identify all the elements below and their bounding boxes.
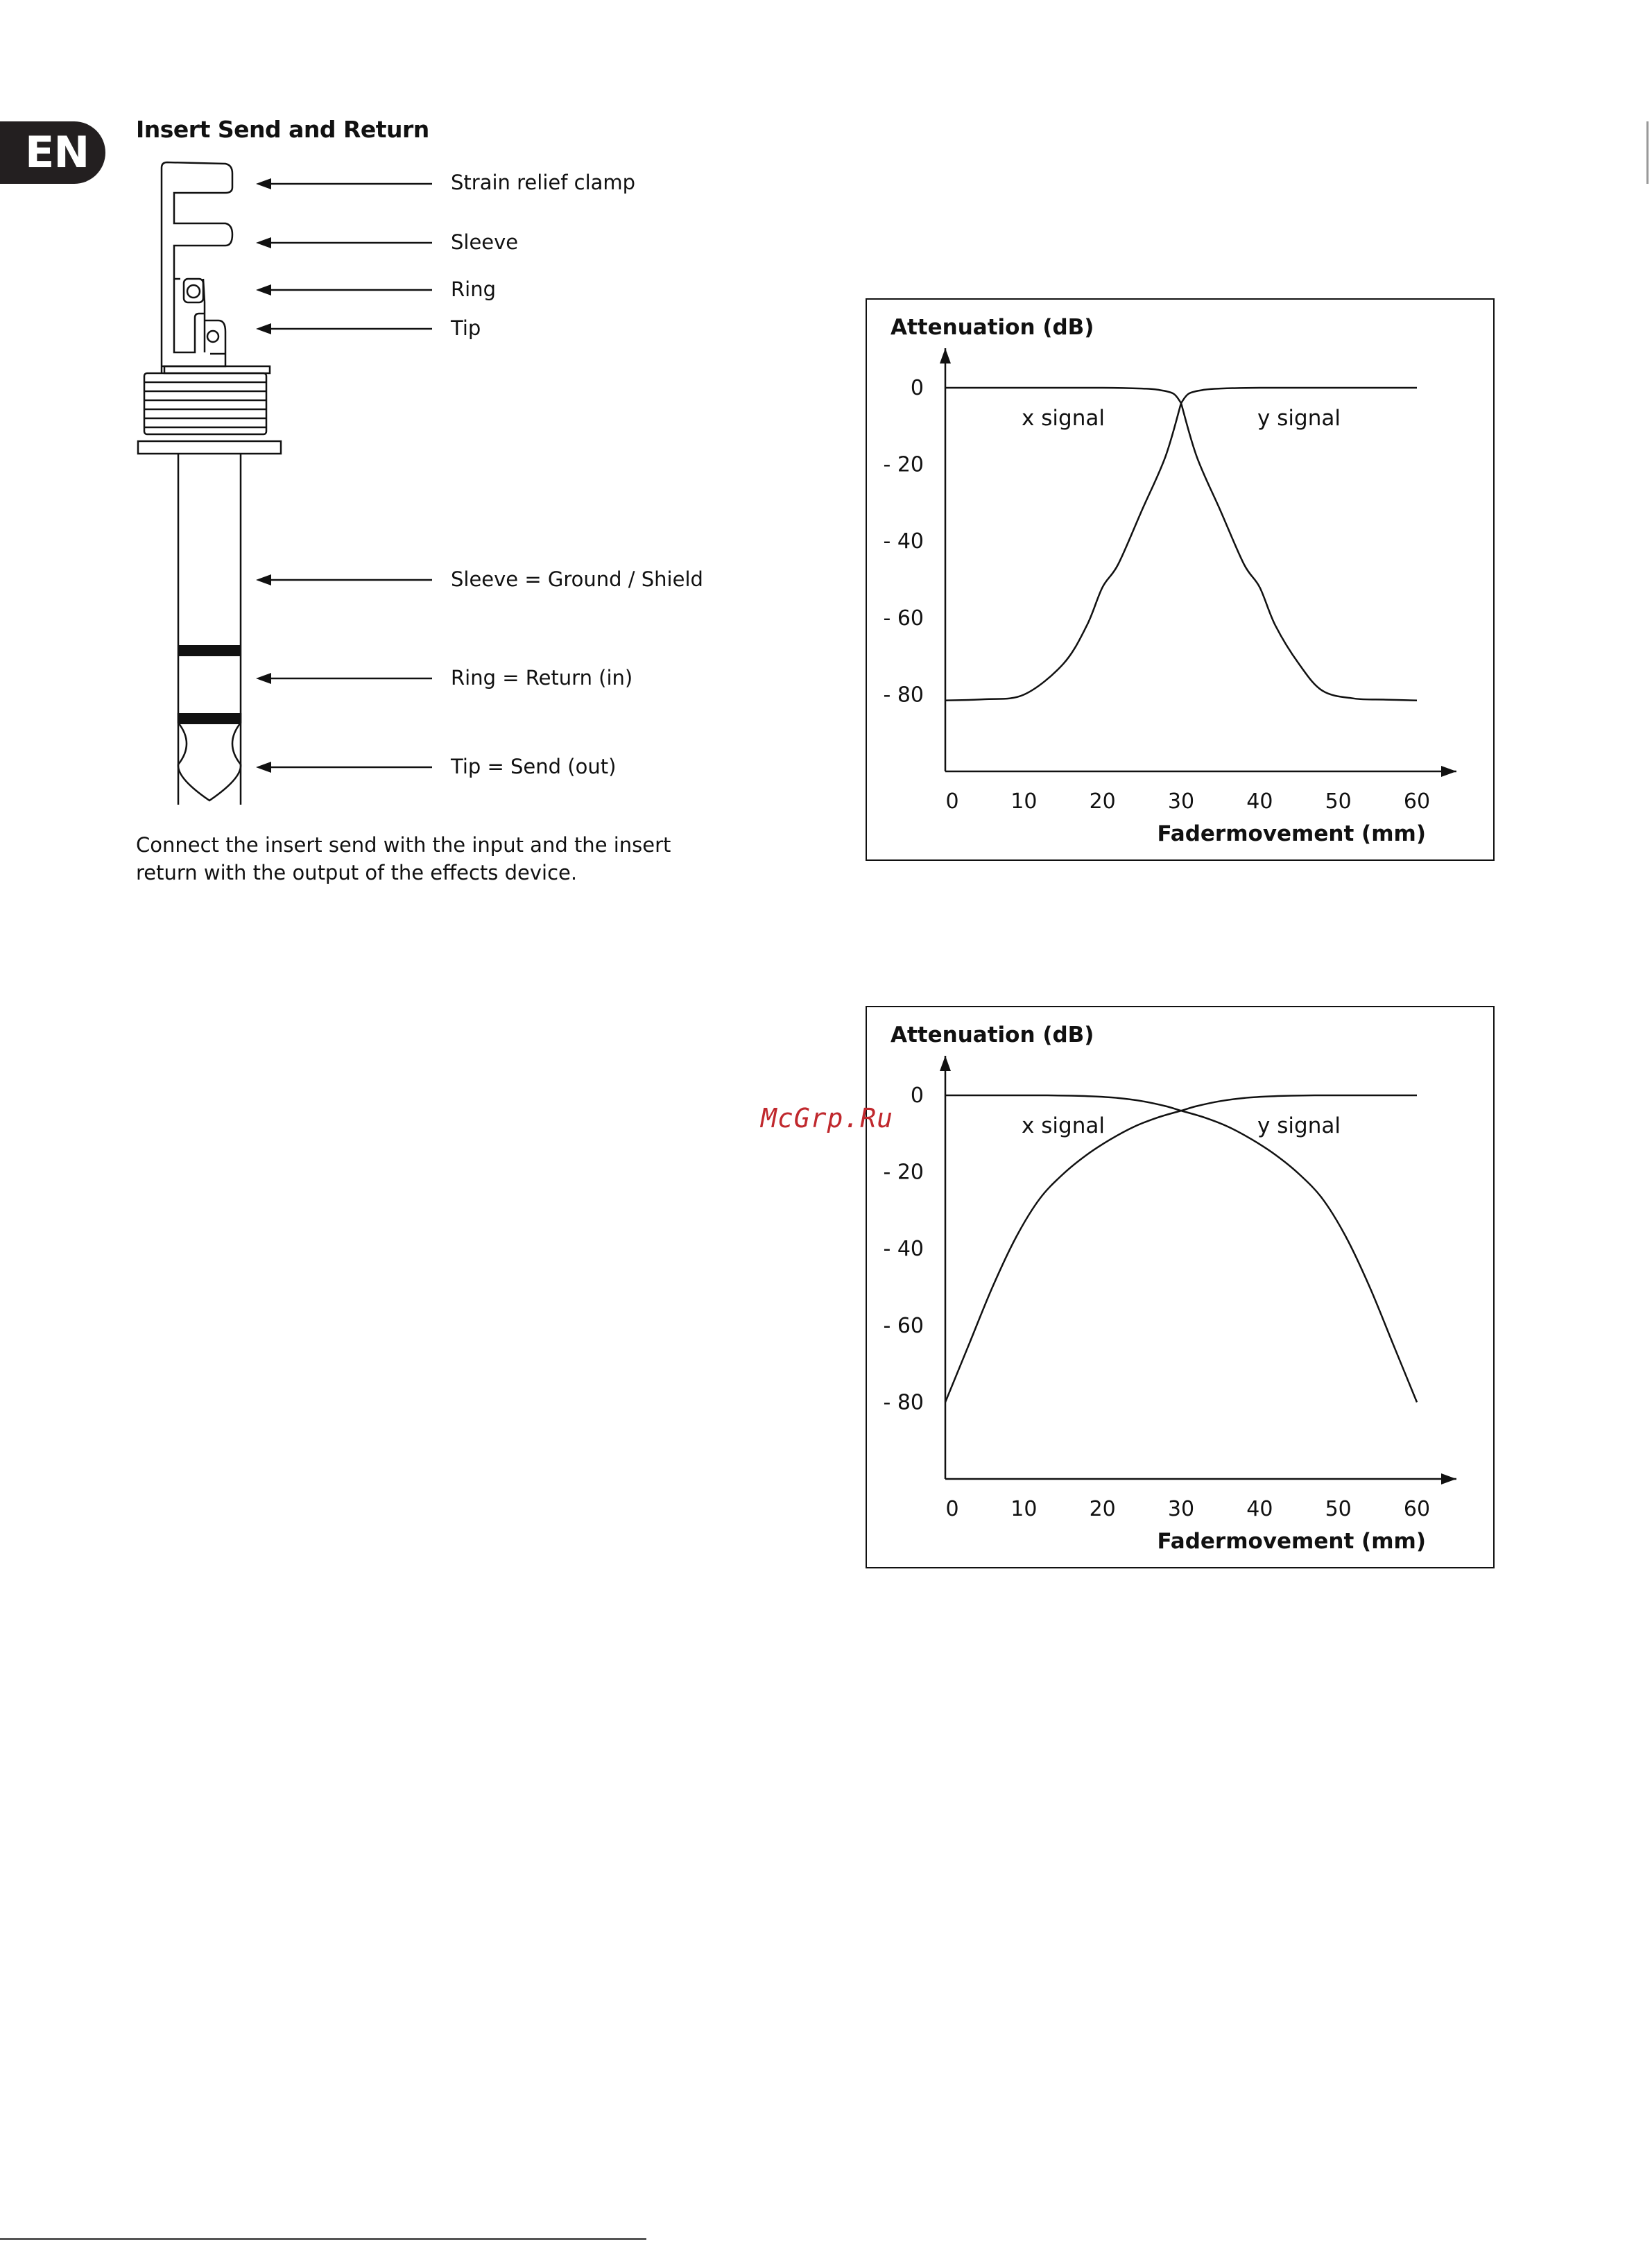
series-line-x-signal	[945, 403, 1181, 701]
series-line-y-signal	[1181, 403, 1417, 701]
y-axis-arrow	[940, 348, 951, 363]
x-tick-label: 40	[1246, 789, 1273, 814]
y-tick-label: - 20	[883, 452, 924, 477]
x-axis-label: Fadermovement (mm)	[1157, 821, 1426, 846]
y-axis-label: Attenuation (dB)	[890, 315, 1094, 340]
y-axis-label: Attenuation (dB)	[890, 1022, 1094, 1047]
x-tick-label: 50	[1325, 789, 1352, 814]
crossfade-chart-1	[866, 298, 1495, 861]
label-tip: Tip	[451, 316, 481, 340]
language-tab: EN	[0, 121, 105, 184]
y-tick-label: - 80	[883, 683, 924, 708]
series-line-x-signal	[945, 1095, 1417, 1402]
series-line-y-signal	[945, 1095, 1417, 1402]
caption-text: Connect the insert send with the input and the insert return with the output of the effects device.	[136, 833, 671, 884]
y-tick-label: - 40	[883, 529, 924, 554]
label-tip-send: Tip = Send (out)	[451, 755, 617, 778]
x-tick-label: 20	[1089, 1497, 1116, 1521]
watermark: McGrp.Ru	[761, 1103, 894, 1133]
y-tick-label: - 60	[883, 606, 924, 631]
x-tick-label: 60	[1403, 1497, 1431, 1521]
label-sleeve: Sleeve	[451, 230, 519, 254]
trs-jack-diagram	[128, 160, 454, 825]
series-label: x signal	[1022, 406, 1105, 431]
y-tick-label: - 20	[883, 1160, 924, 1185]
label-strain-relief: Strain relief clamp	[451, 171, 636, 194]
x-axis-arrow	[1441, 1473, 1456, 1484]
chart-svg	[867, 300, 1496, 862]
x-tick-label: 20	[1089, 789, 1116, 814]
y-tick-label: - 40	[883, 1237, 924, 1262]
x-tick-label: 30	[1167, 1497, 1195, 1521]
x-tick-label: 0	[945, 1497, 959, 1521]
footer-rule	[0, 2238, 646, 2240]
x-tick-label: 10	[1010, 789, 1038, 814]
y-tick-label: 0	[910, 376, 924, 400]
crossfade-chart-2	[866, 1006, 1495, 1568]
x-tick-label: 0	[945, 789, 959, 814]
x-axis-arrow	[1441, 766, 1456, 777]
y-axis-arrow	[940, 1056, 951, 1071]
series-line-x-signal-flat	[945, 388, 1181, 403]
x-tick-label: 40	[1246, 1497, 1273, 1521]
series-line-y-signal-flat	[1181, 388, 1417, 403]
section-title: Insert Send and Return	[136, 116, 429, 143]
label-ring-return: Ring = Return (in)	[451, 666, 633, 690]
label-ring: Ring	[451, 277, 496, 301]
chart-svg	[867, 1007, 1496, 1570]
y-tick-label: - 80	[883, 1390, 924, 1415]
x-axis-label: Fadermovement (mm)	[1157, 1529, 1426, 1554]
y-tick-label: 0	[910, 1084, 924, 1108]
x-tick-label: 30	[1167, 789, 1195, 814]
x-tick-label: 10	[1010, 1497, 1038, 1521]
x-tick-label: 50	[1325, 1497, 1352, 1521]
y-tick-label: - 60	[883, 1313, 924, 1338]
x-tick-label: 60	[1403, 789, 1431, 814]
series-label: y signal	[1257, 406, 1341, 431]
series-label: x signal	[1022, 1113, 1105, 1139]
series-label: y signal	[1257, 1113, 1341, 1139]
margin-rule	[1646, 121, 1649, 184]
label-sleeve-ground: Sleeve = Ground / Shield	[451, 567, 703, 591]
